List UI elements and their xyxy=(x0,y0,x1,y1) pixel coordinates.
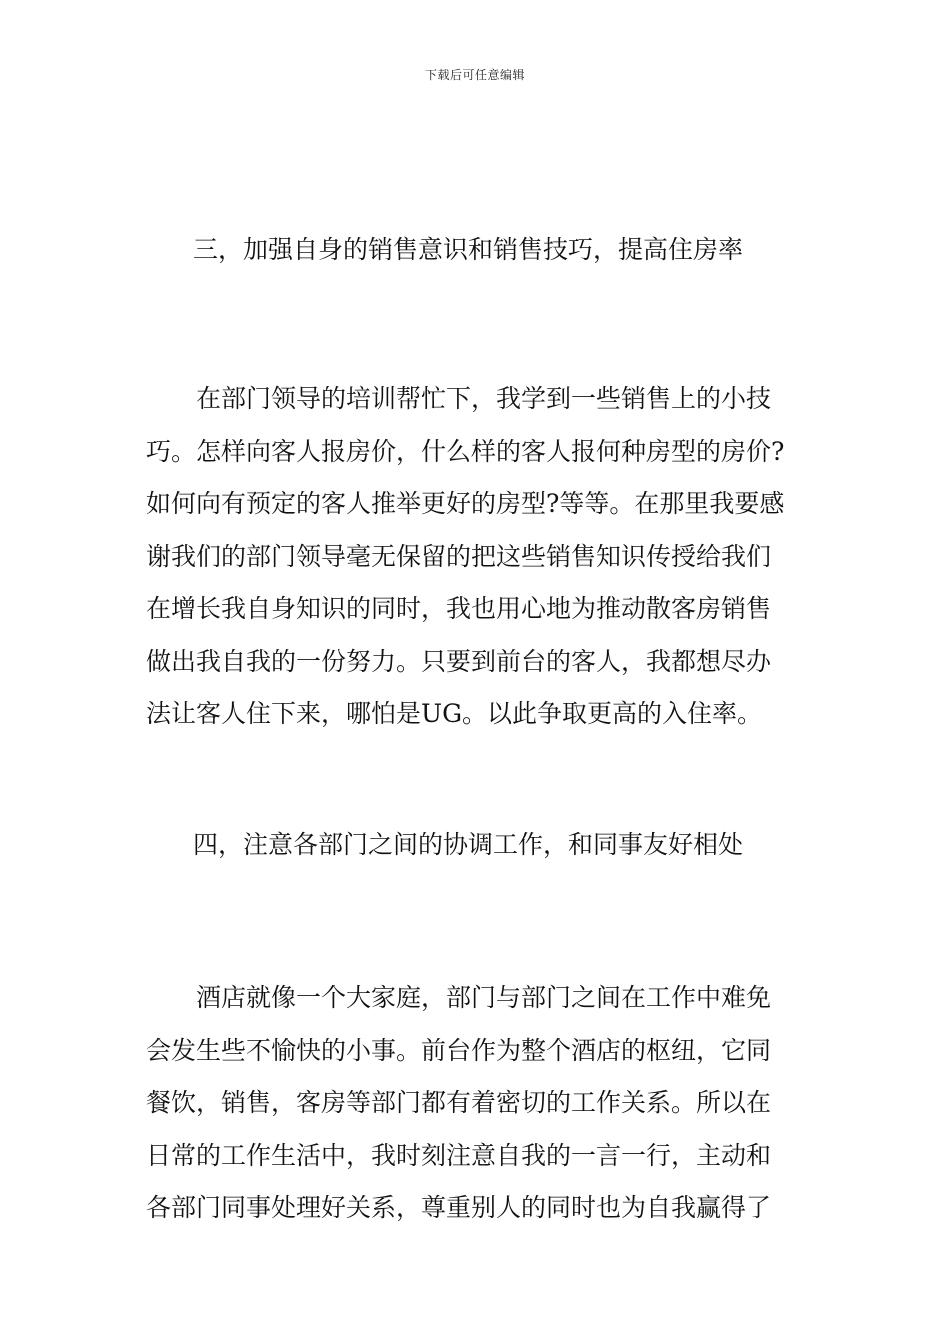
section-heading-3: 三，加强自身的销售意识和销售技巧，提高住房率 xyxy=(193,235,744,264)
section-heading-4: 四，注意各部门之间的协调工作，和同事友好相处 xyxy=(193,830,744,859)
section-paragraph-4 xyxy=(146,972,816,1235)
paragraph-line: 日常的工作生活中，我时刻注意自我的一言一行，主动和 xyxy=(146,1140,772,1170)
paragraph-line: 会发生些不愉快的小事。前台作为整个酒店的枢纽，它同 xyxy=(146,1035,772,1065)
paragraph-line: 在部门领导的培训帮忙下，我学到一些销售上的小技 xyxy=(196,384,772,413)
header-note: 下载后可任意编辑 xyxy=(424,68,525,82)
paragraph-line: 做出我自我的一份努力。只要到前台的客人，我都想尽办 xyxy=(146,646,772,676)
paragraph-line: 如何向有预定的客人推举更好的房型?等等。在那里我要感 xyxy=(146,489,785,518)
paragraph-line: 在增长我自身知识的同时，我也用心地为推动散客房销售 xyxy=(146,594,772,623)
paragraph-line: 各部门同事处理好关系，尊重别人的同时也为自我赢得了 xyxy=(146,1193,772,1222)
paragraph-line: 谢我们的部门领导毫无保留的把这些销售知识传授给我们 xyxy=(146,541,772,571)
paragraph-line: 法让客人住下来，哪怕是UG。以此争取更高的入住率。 xyxy=(146,699,763,728)
paragraph-line: 餐饮，销售，客房等部门都有着密切的工作关系。所以在 xyxy=(146,1088,772,1117)
section-paragraph-3 xyxy=(146,373,816,741)
paragraph-line: 酒店就像一个大家庭，部门与部门之间在工作中难免 xyxy=(196,983,772,1012)
paragraph-line: 巧。怎样向客人报房价，什么样的客人报何种房型的房价? xyxy=(146,436,785,466)
